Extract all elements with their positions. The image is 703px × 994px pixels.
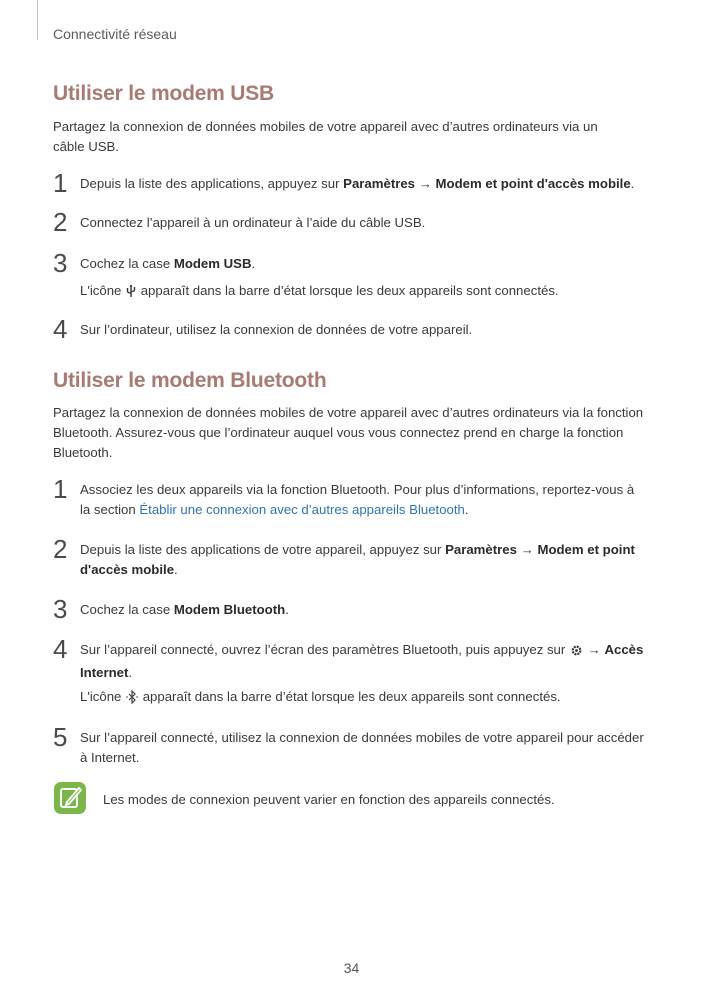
chapter-header: Connectivité réseau (53, 26, 177, 42)
option-internet-access: Accès (604, 642, 644, 657)
option-modem-bluetooth: Modem Bluetooth (173, 602, 286, 617)
step-number: 5 (53, 722, 68, 752)
tip-text: Les modes de connexion peuvent varier en fonction des appareils connectés. (103, 792, 555, 807)
link-bluetooth-connection[interactable]: Établir une connexion avec d’autres appareils Bluetooth (139, 502, 465, 517)
step-number: 1 (53, 474, 68, 504)
option-modem-usb: Modem USB (173, 256, 252, 271)
menu-path-hotspot: Modem et point (537, 542, 635, 557)
step-number: 4 (53, 634, 68, 664)
gear-icon (570, 643, 583, 663)
menu-path-settings: Paramètres (343, 176, 416, 191)
menu-path-settings: Paramètres (445, 542, 517, 557)
step-text: Sur l’appareil connecté, ouvrez l’écran des paramètres Bluetooth, puis appuyez sur → Accès Internet. (80, 642, 644, 680)
header-divider (37, 0, 38, 40)
usb-intro-line2: câble USB. (53, 139, 119, 154)
step-text: Depuis la liste des applications de votre appareil, appuyez sur Paramètres → Modem et point d'accès mobile. (80, 542, 635, 577)
usb-status-note: L'icône apparaît dans la barre d’état lorsque les deux appareils sont connectés. (80, 281, 652, 304)
bluetooth-intro: Partagez la connexion de données mobiles de votre appareil avec d’autres ordinateurs via la fonction Bluetooth. Assurez-vous que l’ordinateur auquel vous vous connectez prend en charge la fonction Bluetooth. (53, 405, 644, 460)
step-text: Sur l’appareil connecté, utilisez la connexion de données mobiles de votre appareil pour accéder à Internet. (80, 730, 644, 765)
step-text: Depuis la liste des applications, appuyez sur Paramètres → Modem et point d'accès mobile. (80, 176, 635, 191)
step-number: 1 (53, 168, 68, 198)
section-title-usb: Utiliser le modem USB (53, 82, 275, 105)
page-number: 34 (343, 960, 360, 976)
step-number: 4 (53, 314, 68, 344)
step-text: Connectez l’appareil à un ordinateur à l’aide du câble USB. (80, 215, 426, 230)
step-text: Sur l’ordinateur, utilisez la connexion de données de votre appareil. (80, 322, 473, 337)
step-number: 2 (53, 207, 68, 237)
step-text: Cochez la case Modem USB. (80, 256, 256, 271)
usb-intro (53, 117, 653, 157)
note-pen-icon (54, 782, 86, 814)
bluetooth-icon (126, 690, 138, 710)
step-text: Associez les deux appareils via la fonction Bluetooth. Pour plus d’informations, reportez-vous à la section Établir une connexion avec d’autres appareils Bluetooth. (80, 482, 635, 517)
step-number: 3 (53, 248, 68, 278)
bluetooth-status-note: L'icône apparaît dans la barre d’état lorsque les deux appareils sont connectés. (80, 687, 652, 710)
step-text: Cochez la case Modem Bluetooth. (80, 602, 289, 617)
step-number: 3 (53, 594, 68, 624)
step-number: 2 (53, 534, 68, 564)
menu-path-hotspot: Modem et point d'accès mobile (435, 176, 631, 191)
usb-intro-line1: Partagez la connexion de données mobiles de votre appareil avec d’autres ordinateurs via un (53, 119, 598, 134)
section-title-bluetooth: Utiliser le modem Bluetooth (53, 369, 327, 392)
usb-icon (126, 284, 136, 304)
